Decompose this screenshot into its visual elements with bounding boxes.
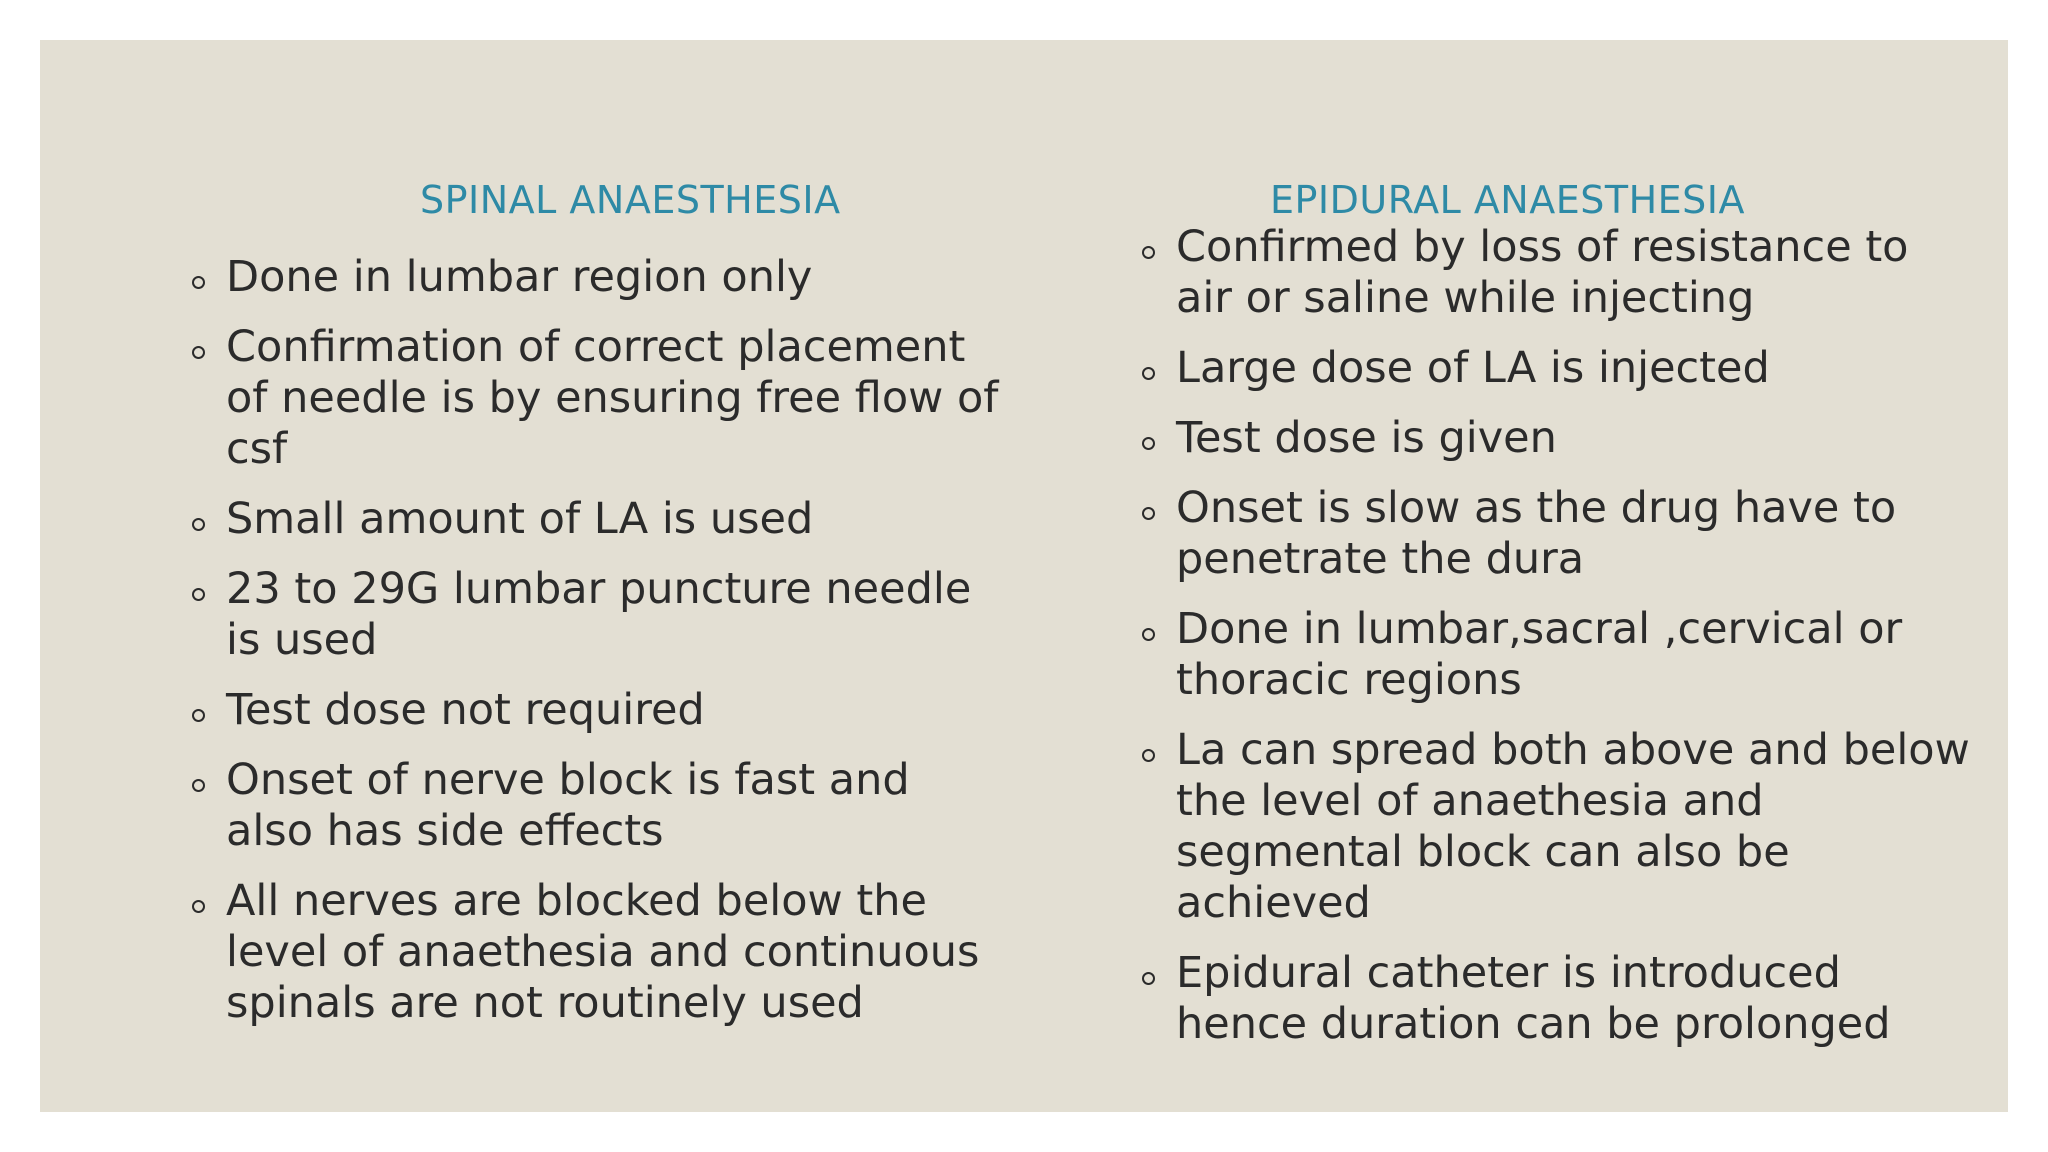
list-item-text: Onset is slow as the drug have to penetrate the dura [1176,483,1897,584]
list-item [1140,604,1970,706]
list-item [190,322,1010,475]
list-item-text: Large dose of LA is injected [1176,343,1770,393]
list-item-text: Confirmation of correct placement of needle is by ensuring free flow of csf [226,322,999,474]
bullet-icon [192,900,205,913]
list-item-text: 23 to 29G lumbar puncture needle is used [226,564,972,665]
bullet-icon [192,276,205,289]
list-item [1140,413,1970,464]
list-item-text: Done in lumbar region only [226,252,813,302]
list-item [190,494,1010,545]
slide [40,40,2008,1112]
epidural-bullet-list [1140,222,1970,1069]
list-item-text: La can spread both above and below the level of anaethesia and segmental block can also be achieved [1176,725,1970,928]
bullet-icon [1142,367,1155,380]
bullet-icon [192,779,205,792]
bullet-icon [192,709,205,722]
list-item-text: Test dose is given [1176,413,1557,463]
list-item-text: Done in lumbar,sacral ,cervical or thoracic regions [1176,604,1903,705]
list-item-text: All nerves are blocked below the level of anaethesia and continuous spinals are not routinely used [226,876,980,1028]
spinal-bullet-list [190,252,1010,1048]
list-item [190,685,1010,736]
list-item-text: Onset of nerve block is fast and also has side effects [226,755,910,856]
list-item-text: Test dose not required [226,685,705,735]
list-item [190,564,1010,666]
bullet-icon [192,588,205,601]
bullet-icon [192,518,205,531]
list-item [1140,725,1970,929]
list-item-text: Confirmed by loss of resistance to air or saline while injecting [1176,222,1909,323]
spinal-heading: SPINAL ANAESTHESIA [420,178,841,222]
bullet-icon [1142,628,1155,641]
list-item [1140,948,1970,1050]
list-item [190,755,1010,857]
bullet-icon [1142,749,1155,762]
bullet-icon [192,346,205,359]
list-item [1140,222,1970,324]
epidural-heading: EPIDURAL ANAESTHESIA [1270,178,1745,222]
bullet-icon [1142,972,1155,985]
list-item [1140,483,1970,585]
list-item [1140,343,1970,394]
bullet-icon [1142,246,1155,259]
list-item [190,252,1010,303]
list-item-text: Small amount of LA is used [226,494,814,544]
list-item-text: Epidural catheter is introduced hence duration can be prolonged [1176,948,1891,1049]
bullet-icon [1142,507,1155,520]
bullet-icon [1142,437,1155,450]
list-item [190,876,1010,1029]
